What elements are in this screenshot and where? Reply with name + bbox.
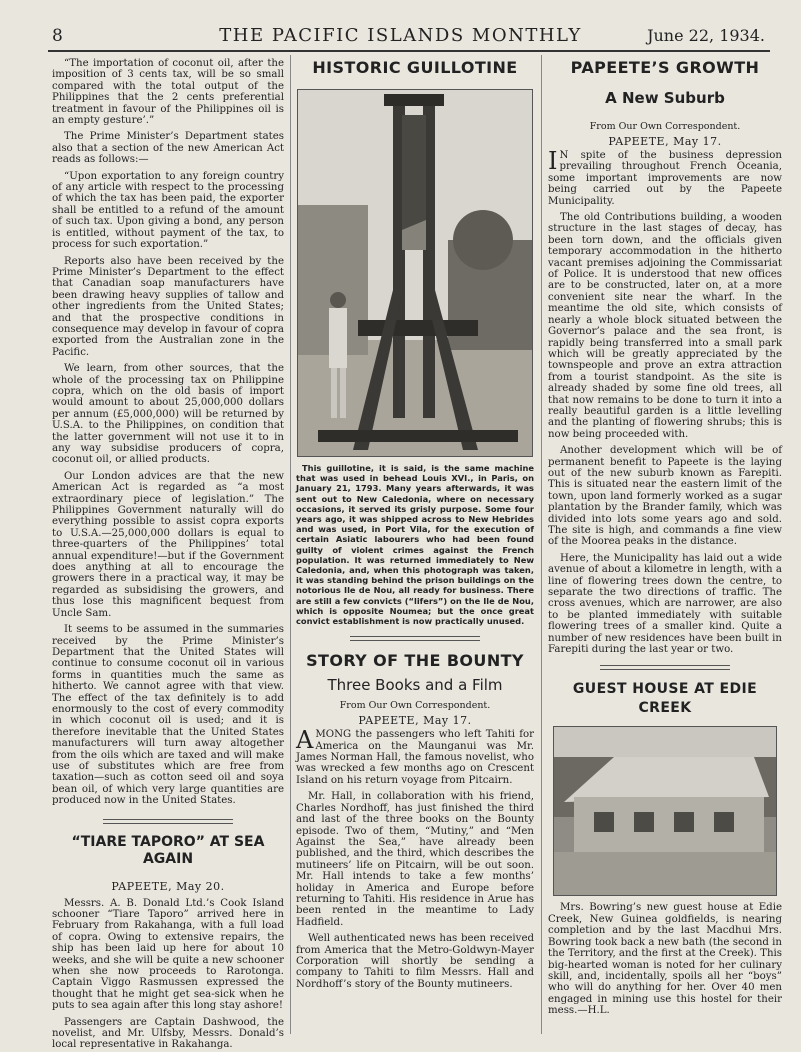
guillotine-article <box>296 58 534 626</box>
tiare-taporo-article <box>52 834 284 1051</box>
column-3 <box>548 58 782 1017</box>
section-divider <box>350 636 480 641</box>
article-subheading: Three Books and a Film <box>327 676 503 695</box>
column-divider <box>290 55 291 1034</box>
paragraph: Mr. Hall, in collaboration with his friend, Charles Nordhoff, has just finished the third and last of the three books on the Bounty episode. Two of them, “Mutiny,” and “Men Against the Sea,” have already been published, and the third, which describes the mutineers’ life on Pitcairn, will be out soon. Mr. Hall intends to take a few months’ holiday in America and Europe before returning to Tahiti. His residence in Arue has been rented in the meantime to Lady Hadfield. <box>296 791 534 928</box>
article-heading: HISTORIC GUILLOTINE <box>312 58 518 77</box>
article-heading: PAPEETE’S GROWTH <box>570 58 760 77</box>
guest-house-photo <box>553 726 777 896</box>
paragraph: Reports also have been received by the Prime Minister’s Department to the effect that Canadian soap manufacturers have been drawing heavy supplies of tallow and other ingredients from the United States; and that the prospective conditions in consequence may develop in favour of copra exported from the Australian zone in the Pacific. <box>52 255 284 358</box>
paragraph: Messrs. A. B. Donald Ltd.’s Cook Island schooner “Tiare Taporo” arrived here in February from Rakahanga, with a full load of copra. Owing to extensive repairs, the ship has been laid up here for about 10 weeks, and she will be quite a new schooner when she now proceeds to Rarotonga. Captain Viggo Rasmussen expressed the thought that he might get sea-sick when he puts to sea again after this long stay ashore! <box>52 897 284 1012</box>
correspondent-line: From Our Own Correspondent. <box>339 700 491 712</box>
article-heading: STORY OF THE BOUNTY <box>306 651 524 671</box>
page-header <box>0 22 801 52</box>
section-divider <box>600 665 730 670</box>
paragraph: The old Contributions building, a wooden structure in the last stages of decay, has been torn down, and the officials given temporary accommodation in the hitherto vacant premises adjoining the Commissariat of Police. It is understood that new offices are to be constructed, later on, at a more convenient site near the wharf. In the meantime the old site, which consists of nearly a whole block situated between the Governor’s palace and the sea front, is rapidly being transferred into a small park which will be greatly appreciated by the townspeople and prove an extra attraction from a tourist standpoint. As the site is already shaded by some fine old trees, all that now remains to be done to turn it into a really beautiful garden is a little levelling and the planting of flowering shrubs; this is now being proceeded with. <box>548 212 782 440</box>
column-1 <box>52 58 284 1051</box>
paragraph: Mrs. Bowring’s new guest house at Edie Creek, New Guinea goldfields, is nearing completion and by the last Macdhui Mrs. Bowring took back a new bath (the second in the Territory, and the first at the Creek). This big-hearted woman is noted for her culinary skill, and, incidentally, spoils all her “boys” who will do anything for her. Over 40 men engaged in mining use this hostel for their mess.—H.L. <box>548 902 782 1017</box>
photo-caption: This guillotine, it is said, is the same machine that was used in behead Louis XVI., in Paris, on January 21, 1793. Many years afterwards, it was sent out to New Caledonia, where on necessary occasions, it served its grisly purpose. Some four years ago, it was shipped across to New Hebrides and was used, in Port Vila, for the execution of certain Asiatic labourers who had been found guilty of violent crimes against the French population. It was returned immediately to New Caledonia, and, when this photograph was taken, it was standing behind the prison buildings on the notorious Ile de Nou, all ready for business. There are still a few convicts (“lifers”) on the Ile de Nou, which is opposite Noumea; but the once great convict establishment is now practically unused. <box>296 463 534 627</box>
paragraph: Well authenticated news has been received from America that the Metro-Goldwyn-Mayer Corporation will shortly be sending a company to Tahiti to film Messrs. Hall and Nordhoff’s story of the Bounty mutineers. <box>296 933 534 990</box>
paragraph: It seems to be assumed in the summaries received by the Prime Minister’s Department that the United States will continue to consume coconut oil in various forms in quantities much the same as hitherto. We cannot agree with that view. The effect of the tax definitely is to add enormously to the cost of every commodity in which coconut oil is used; and it is therefore inevitable that the United States manufacturers will turn away altogether from the oils which are taxed and will make use of substitutes which are free from taxation—such as cotton seed oil and soya bean oil, of which very large quantities are produced now in the United States. <box>52 624 284 807</box>
article-heading: “TIARE TAPORO” AT SEA AGAIN <box>71 833 265 867</box>
copra-tax-article <box>52 58 284 807</box>
dateline: PAPEETE, May 20. <box>111 879 225 893</box>
publication-title: THE PACIFIC ISLANDS MONTHLY <box>219 25 582 46</box>
paragraph: Here, the Municipality has laid out a wide avenue of about a kilometre in length, with a line of flowering trees down the centre, to separate the two directions of traffic. The cross avenues, which are narrower, are also to be planted immediately with suitable flowering trees of a smaller kind. Quite a number of new residences have been built in Farepiti during the last year or two. <box>548 552 782 656</box>
paragraph: The Prime Minister’s Department states also that a section of the new American Act reads as follows:— <box>52 131 284 166</box>
paragraph: Passengers are Captain Dashwood, the novelist, and Mr. Ulfsby, Messrs. Donald’s local representative in Rakahanga. <box>52 1016 284 1051</box>
section-divider <box>103 819 233 824</box>
guillotine-photo <box>297 89 533 457</box>
paragraph: “The importation of coconut oil, after the imposition of 3 cents tax, will be so small compared with the total output of the Philippines that the 2 cents preferential treatment in favour of the Philippines oil is an empty gesture’.” <box>52 58 284 127</box>
guest-house-article <box>548 680 782 1016</box>
paragraph: N spite of the business depression prevailing throughout French Oceania, some important improvements are now being carried out by the Papeete Municipality. <box>548 150 782 207</box>
column-2 <box>296 58 534 990</box>
header-rule <box>48 50 770 52</box>
correspondent-line: From Our Own Correspondent. <box>589 121 741 132</box>
paragraph: “Upon exportation to any foreign country of any article with respect to the processing of which the tax has been paid, the exporter shall be entitled to a refund of the amount of such tax. Upon giving a bond, any person is entitled, without payment of the tax, to process for such exportation.” <box>52 170 284 251</box>
paragraph: We learn, from other sources, that the whole of the processing tax on Philippine copra, which on the old basis of import would amount to about 25,000,000 dollars per annum (£5,000,000) will be returned by U.S.A. to the Philippines, on condition that the latter government will not use it to in any way subsidise producers of copra, coconut oil, or allied products. <box>52 363 284 466</box>
column-divider <box>541 55 542 1034</box>
article-heading: GUEST HOUSE AT EDIE CREEK <box>572 681 758 717</box>
paragraph: Another development which will be of permanent benefit to Papeete is the laying out of the new suburb known as Farepiti. This is situated near the eastern limit of the town, upon land formerly worked as a sugar plantation by the Brander family, which was divided into lots some years ago and sold. The site is high, and commands a fine view of the Moorea peaks in the distance. <box>548 445 782 548</box>
bounty-article <box>296 651 534 990</box>
guillotine-image <box>298 90 532 456</box>
issue-date: June 22, 1934. <box>647 26 765 45</box>
drop-cap: I <box>548 147 558 175</box>
dateline: PAPEETE, May 17. <box>608 135 722 148</box>
paragraph: MONG the passengers who left Tahiti for America on the Maunganui was Mr. James Norman Hall, the famous novelist, who was wrecked a few months ago on Crescent Island on his return voyage from Pitcairn. <box>296 729 534 786</box>
article-subheading: A New Suburb <box>605 89 725 107</box>
guest-house-image <box>554 727 776 895</box>
papeete-growth-article <box>548 58 782 655</box>
dateline: PAPEETE, May 17. <box>358 714 472 728</box>
page-number: 8 <box>52 26 63 46</box>
paragraph: Our London advices are that the new American Act is regarded as “a most extraordinary piece of legislation.” The Philippines Government naturally will do everything possible to assist copra exports to U.S.A.—25,000,000 dollars is equal to three-quarters of the Philippines’ total annual expenditure!—but if the Government does anything at all to encourage the growers there in a practical way, it may be regarded as subsidising the growers, and thus lose this magnificent bequest from Uncle Sam. <box>52 470 284 619</box>
drop-cap: A <box>296 726 314 755</box>
